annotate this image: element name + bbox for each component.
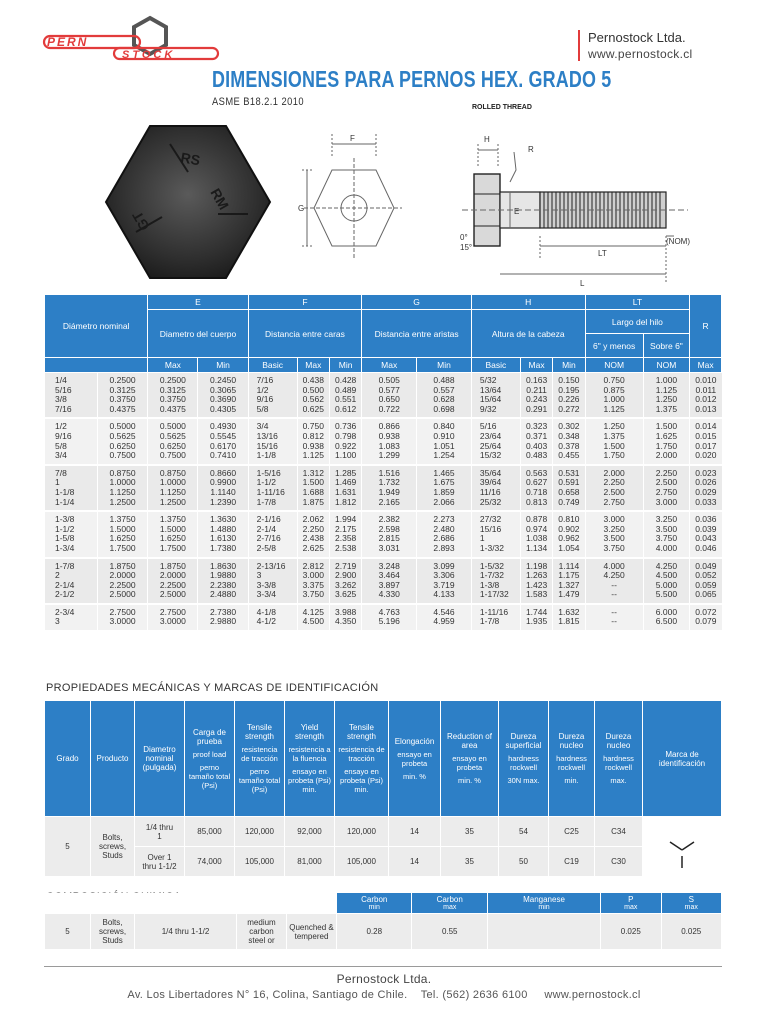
cell-yield: 81,000 — [285, 847, 335, 877]
footer-contact — [0, 989, 768, 1001]
cell-e-min: 1.3630 1.4880 1.6130 1.7380 — [198, 511, 248, 557]
cell-f-min: 2.719 2.900 3.262 3.625 — [329, 558, 361, 604]
unit-g-min: Min — [417, 358, 472, 373]
cell-h-basic: 5/16 23/64 25/64 15/32 — [471, 418, 520, 464]
cell-dec: 1.8750 2.0000 2.2500 2.5000 — [97, 558, 148, 604]
pernostock-logo — [42, 14, 222, 70]
cell-dec: 0.5000 0.5625 0.6250 0.7500 — [97, 418, 148, 464]
unit-lt-nom-b: NOM — [643, 358, 690, 373]
cell-lt-b: 6.000 6.500 — [643, 604, 690, 631]
footer-url[interactable]: www.pernostock.cl — [544, 989, 641, 1001]
dimensions-group-header — [45, 295, 722, 310]
header-diametro: Diametro nominal (pulgada) — [135, 701, 185, 817]
unit-h-basic: Basic — [471, 358, 520, 373]
cell-elong: 14 — [389, 817, 441, 847]
bolt-side-diagram — [452, 124, 696, 292]
cell-h-min: 0.531 0.591 0.658 0.749 — [553, 465, 585, 511]
cell-e-min: 0.2450 0.3065 0.3690 0.4305 — [198, 373, 248, 419]
cell-manganese-min — [487, 914, 600, 950]
cell-tensile2: 105,000 — [335, 847, 389, 877]
cell-h-basic: 5/32 13/64 15/64 9/32 — [471, 373, 520, 419]
cell-nom: 1/2 9/16 5/8 3/4 — [45, 418, 98, 464]
svg-text:L: L — [580, 279, 585, 288]
cell-h-min: 1.632 1.815 — [553, 604, 585, 631]
unit-h-max: Max — [520, 358, 552, 373]
cell-diam: 1/4 thru 1-1/2 — [135, 914, 237, 950]
cell-dureza-sup: 50 — [499, 847, 549, 877]
cell-nucleo-min: C25 — [549, 817, 595, 847]
cell-e-max: 0.5000 0.5625 0.6250 0.7500 — [148, 418, 198, 464]
unit-f-min: Min — [329, 358, 361, 373]
unit-f-basic: Basic — [248, 358, 297, 373]
group-r: R — [690, 295, 722, 358]
group-f: F — [248, 295, 362, 310]
cell-g-min: 0.488 0.557 0.628 0.698 — [417, 373, 472, 419]
cell-r: 0.014 0.015 0.017 0.020 — [690, 418, 722, 464]
cell-diam: Over 1 thru 1-1/2 — [135, 847, 185, 877]
cell-treatment: Quenched & tempered — [287, 914, 337, 950]
cell-f-min: 3.988 4.350 — [329, 604, 361, 631]
unit-e-min: Min — [198, 358, 248, 373]
svg-text:RM: RM — [207, 185, 233, 213]
cell-grade: 5 — [45, 817, 91, 877]
cell-lt-a: 3.000 3.250 3.500 3.750 — [585, 511, 643, 557]
cell-r: 0.036 0.039 0.043 0.046 — [690, 511, 722, 557]
cell-lt-a: 4.000 4.250 -- -- — [585, 558, 643, 604]
cell-lt-b: 1.000 1.125 1.250 1.375 — [643, 373, 690, 419]
header-tensile-probeta: Tensile strength resistencia de tracción ensayo en probeta (Psi) min. — [335, 701, 389, 817]
unit-f-max: Max — [297, 358, 329, 373]
cell-material: medium carbon steel or — [237, 914, 287, 950]
header-producto: Producto — [91, 701, 135, 817]
header-carbon-min: Carbon min — [337, 893, 412, 914]
cell-diam: 1/4 thru 1 — [135, 817, 185, 847]
sub-f: Distancia entre caras — [248, 310, 362, 358]
cell-g-max: 0.866 0.938 1.083 1.299 — [362, 418, 417, 464]
header-carga: Carga de prueba proof load perno tamaño total (Psi) — [185, 701, 235, 817]
table-row — [45, 418, 722, 464]
cell-f-basic: 2-13/16 3 3-3/8 3-3/4 — [248, 558, 297, 604]
chemistry-table — [44, 892, 722, 950]
unit-r-max: Max — [690, 358, 722, 373]
svg-text:F: F — [350, 134, 355, 143]
company-url[interactable]: www.pernostock.cl — [588, 47, 693, 61]
cell-g-max: 1.516 1.732 1.949 2.165 — [362, 465, 417, 511]
header-yield: Yield strength resistencia a la fluencia ensayo en probeta (Psi) min. — [285, 701, 335, 817]
cell-r: 0.023 0.026 0.029 0.033 — [690, 465, 722, 511]
cell-r: 0.010 0.011 0.012 0.013 — [690, 373, 722, 419]
cell-tensile2: 120,000 — [335, 817, 389, 847]
cell-nom: 1-7/8 2 2-1/4 2-1/2 — [45, 558, 98, 604]
cell-nucleo-max: C30 — [595, 847, 643, 877]
unit-lt-nom-a: NOM — [585, 358, 643, 373]
cell-proof: 74,000 — [185, 847, 235, 877]
header-p-max: P max — [601, 893, 661, 914]
footer-company-name: Pernostock Ltda. — [336, 972, 432, 986]
cell-lt-a: 0.750 0.875 1.000 1.125 — [585, 373, 643, 419]
cell-lt-a: 1.250 1.375 1.500 1.750 — [585, 418, 643, 464]
cell-product: Bolts, screws, Studs — [91, 914, 135, 950]
table-row — [45, 511, 722, 557]
header-tensile: Tensile strength resistencia de tracción perno tamaño total (Psi) — [235, 701, 285, 817]
cell-f-basic: 4-1/8 4-1/2 — [248, 604, 297, 631]
header-dureza-superficial: Dureza superficial hardness rockwell 30N max. — [499, 701, 549, 817]
cell-lt-b: 4.250 4.500 5.000 5.500 — [643, 558, 690, 604]
cell-carbon-min: 0.28 — [337, 914, 412, 950]
table-row — [45, 914, 722, 950]
cell-h-basic: 1-5/32 1-7/32 1-3/8 1-17/32 — [471, 558, 520, 604]
unit-e-max: Max — [148, 358, 198, 373]
rolled-thread-label: ROLLED THREAD — [472, 104, 532, 111]
svg-text:PERN: PERN — [47, 35, 89, 49]
sub-lt-a: 6" y menos — [585, 334, 643, 358]
sub-lt-b: Sobre 6" — [643, 334, 690, 358]
dimensions-table — [44, 294, 722, 632]
cell-f-max: 4.125 4.500 — [297, 604, 329, 631]
svg-text:0°: 0° — [460, 233, 468, 242]
cell-nom: 1-3/8 1-1/2 1-5/8 1-3/4 — [45, 511, 98, 557]
cell-f-max: 2.062 2.250 2.438 2.625 — [297, 511, 329, 557]
standard-subtitle: ASME B18.2.1 2010 — [212, 96, 304, 108]
cell-h-min: 0.810 0.902 0.962 1.054 — [553, 511, 585, 557]
cell-lt-b: 2.250 2.500 2.750 3.000 — [643, 465, 690, 511]
header-dureza-nucleo-max: Dureza nucleo hardness rockwell max. — [595, 701, 643, 817]
group-e: E — [148, 295, 248, 310]
dimensions-unit-header — [45, 358, 722, 373]
cell-elong: 14 — [389, 847, 441, 877]
company-info — [578, 30, 692, 61]
dimensions-body — [45, 373, 722, 632]
cell-nucleo-max: C34 — [595, 817, 643, 847]
svg-text:15°: 15° — [460, 243, 473, 252]
cell-dureza-sup: 54 — [499, 817, 549, 847]
cell-g-max: 2.382 2.598 2.815 3.031 — [362, 511, 417, 557]
cell-tensile: 120,000 — [235, 817, 285, 847]
cell-tensile: 105,000 — [235, 847, 285, 877]
table-row — [45, 558, 722, 604]
cell-r: 0.049 0.052 0.059 0.065 — [690, 558, 722, 604]
unit-g-max: Max — [362, 358, 417, 373]
cell-g-min: 2.273 2.480 2.686 2.893 — [417, 511, 472, 557]
group-lt: LT — [585, 295, 690, 310]
table-row — [45, 847, 722, 877]
cell-lt-b: 3.250 3.500 3.750 4.000 — [643, 511, 690, 557]
cell-h-max: 0.163 0.211 0.243 0.291 — [520, 373, 552, 419]
cell-e-min: 1.8630 1.9880 2.2380 2.4880 — [198, 558, 248, 604]
cell-lt-a: 2.000 2.250 2.500 2.750 — [585, 465, 643, 511]
svg-text:LT: LT — [598, 249, 607, 258]
cell-reduction: 35 — [441, 847, 499, 877]
svg-text:(NOM): (NOM) — [666, 237, 690, 246]
properties-header-row — [45, 701, 722, 817]
cell-f-basic: 3/4 13/16 15/16 1-1/8 — [248, 418, 297, 464]
cell-f-max: 2.812 3.000 3.375 3.750 — [297, 558, 329, 604]
hex-head-diagram — [298, 130, 404, 270]
table-row — [45, 604, 722, 631]
cell-e-max: 2.7500 3.0000 — [148, 604, 198, 631]
svg-text:RS: RS — [179, 149, 202, 169]
chemistry-header-row — [45, 893, 722, 914]
header-carbon-max: Carbon max — [412, 893, 487, 914]
cell-dec: 0.2500 0.3125 0.3750 0.4375 — [97, 373, 148, 419]
cell-nom: 1/4 5/16 3/8 7/16 — [45, 373, 98, 419]
cell-g-min: 1.465 1.675 1.859 2.066 — [417, 465, 472, 511]
cell-f-min: 1.285 1.469 1.631 1.812 — [329, 465, 361, 511]
cell-f-basic: 2-1/16 2-1/4 2-7/16 2-5/8 — [248, 511, 297, 557]
diametro-header: Diámetro nominal — [45, 295, 148, 358]
header-marca: Marca de identificación — [643, 701, 722, 817]
cell-e-max: 0.2500 0.3125 0.3750 0.4375 — [148, 373, 198, 419]
footer-address: Av. Los Libertadores N° 16, Colina, Santiago de Chile. — [127, 989, 408, 1001]
cell-f-max: 1.312 1.500 1.688 1.875 — [297, 465, 329, 511]
cell-f-basic: 7/16 1/2 9/16 5/8 — [248, 373, 297, 419]
cell-h-basic: 27/32 15/16 1 1-3/32 — [471, 511, 520, 557]
cell-f-basic: 1-5/16 1-1/2 1-11/16 1-7/8 — [248, 465, 297, 511]
svg-text:GT: GT — [129, 208, 153, 234]
cell-lt-a: -- -- — [585, 604, 643, 631]
table-row — [45, 817, 722, 847]
cell-g-max: 0.505 0.577 0.650 0.722 — [362, 373, 417, 419]
svg-text:G: G — [298, 204, 305, 213]
group-g: G — [362, 295, 472, 310]
cell-g-min: 4.546 4.959 — [417, 604, 472, 631]
header-s-max: S max — [661, 893, 722, 914]
header-reduction: Reduction of area ensayo en probeta min. % — [441, 701, 499, 817]
cell-marca — [643, 817, 722, 877]
cell-h-basic: 35/64 39/64 11/16 25/32 — [471, 465, 520, 511]
cell-nom: 2-3/4 3 — [45, 604, 98, 631]
cell-f-min: 0.428 0.489 0.551 0.612 — [329, 373, 361, 419]
cell-reduction: 35 — [441, 817, 499, 847]
cell-g-max: 4.763 5.196 — [362, 604, 417, 631]
cell-h-max: 0.878 0.974 1.038 1.134 — [520, 511, 552, 557]
cell-e-min: 0.4930 0.5545 0.6170 0.7410 — [198, 418, 248, 464]
cell-h-max: 1.198 1.263 1.423 1.583 — [520, 558, 552, 604]
cell-g-max: 3.248 3.464 3.897 4.330 — [362, 558, 417, 604]
cell-f-min: 1.994 2.175 2.358 2.538 — [329, 511, 361, 557]
footer-divider — [44, 966, 722, 967]
group-h: H — [471, 295, 585, 310]
header-elongacion: Elongación ensayo en probeta min. % — [389, 701, 441, 817]
cell-f-min: 0.736 0.798 0.922 1.100 — [329, 418, 361, 464]
cell-nom: 7/8 1 1-1/8 1-1/4 — [45, 465, 98, 511]
cell-lt-b: 1.500 1.625 1.750 2.000 — [643, 418, 690, 464]
cell-h-max: 0.323 0.371 0.403 0.483 — [520, 418, 552, 464]
cell-carbon-max: 0.55 — [412, 914, 487, 950]
company-name: Pernostock Ltda. — [588, 30, 686, 45]
cell-h-min: 0.302 0.348 0.378 0.455 — [553, 418, 585, 464]
cell-h-max: 0.563 0.627 0.718 0.813 — [520, 465, 552, 511]
cell-grade: 5 — [45, 914, 91, 950]
properties-table — [44, 700, 722, 877]
unit-h-min: Min — [553, 358, 585, 373]
sub-g: Distancia entre aristas — [362, 310, 472, 358]
cell-f-max: 0.438 0.500 0.562 0.625 — [297, 373, 329, 419]
cell-s-max: 0.025 — [661, 914, 722, 950]
cell-f-max: 0.750 0.812 0.938 1.125 — [297, 418, 329, 464]
cell-e-min: 2.7380 2.9880 — [198, 604, 248, 631]
cell-r: 0.072 0.079 — [690, 604, 722, 631]
cell-h-basic: 1-11/16 1-7/8 — [471, 604, 520, 631]
sub-e: Diametro del cuerpo — [148, 310, 248, 358]
cell-dec: 0.8750 1.0000 1.1250 1.2500 — [97, 465, 148, 511]
svg-text:H: H — [484, 135, 490, 144]
svg-text:R: R — [528, 145, 534, 154]
cell-e-min: 0.8660 0.9900 1.1140 1.2390 — [198, 465, 248, 511]
properties-section-title: PROPIEDADES MECÁNICAS Y MARCAS DE IDENTIFICACIÓN — [46, 682, 379, 694]
svg-text:E: E — [514, 207, 520, 216]
bolt-head-photo — [100, 122, 276, 282]
cell-yield: 92,000 — [285, 817, 335, 847]
table-row — [45, 465, 722, 511]
svg-text:STOCK: STOCK — [122, 49, 176, 61]
cell-nucleo-min: C19 — [549, 847, 595, 877]
header-grado: Grado — [45, 701, 91, 817]
cell-e-max: 1.8750 2.0000 2.2500 2.5000 — [148, 558, 198, 604]
header-manganese-min: Manganese min — [487, 893, 600, 914]
cell-dec: 1.3750 1.5000 1.6250 1.7500 — [97, 511, 148, 557]
cell-proof: 85,000 — [185, 817, 235, 847]
cell-g-min: 3.099 3.306 3.719 4.133 — [417, 558, 472, 604]
page-title: DIMENSIONES PARA PERNOS HEX. GRADO 5 — [212, 66, 612, 92]
cell-dec: 2.7500 3.0000 — [97, 604, 148, 631]
footer-phone: Tel. (562) 2636 6100 — [420, 989, 528, 1001]
cell-p-max: 0.025 — [601, 914, 661, 950]
cell-product: Bolts, screws, Studs — [91, 817, 135, 877]
cell-h-max: 1.744 1.935 — [520, 604, 552, 631]
sub-lt: Largo del hilo — [585, 310, 690, 334]
table-row — [45, 373, 722, 419]
header-dureza-nucleo-min: Dureza nucleo hardness rockwell min. — [549, 701, 595, 817]
grade5-mark-icon — [662, 830, 702, 870]
cell-e-max: 0.8750 1.0000 1.1250 1.2500 — [148, 465, 198, 511]
cell-h-min: 1.114 1.175 1.327 1.479 — [553, 558, 585, 604]
sub-h: Altura de la cabeza — [471, 310, 585, 358]
cell-g-min: 0.840 0.910 1.051 1.254 — [417, 418, 472, 464]
cell-h-min: 0.150 0.195 0.226 0.272 — [553, 373, 585, 419]
cell-e-max: 1.3750 1.5000 1.6250 1.7500 — [148, 511, 198, 557]
